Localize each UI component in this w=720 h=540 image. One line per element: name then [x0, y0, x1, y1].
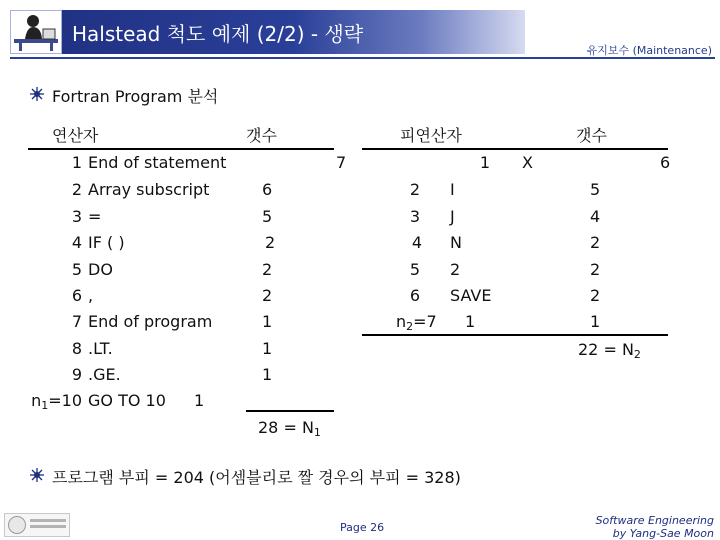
operator-name: End of program	[88, 312, 213, 331]
operator-name: DO	[88, 260, 113, 279]
operands-header-rule	[362, 148, 668, 150]
operand-no: 5	[409, 260, 420, 279]
operator-name: IF ( )	[88, 233, 125, 252]
operand-name: SAVE	[450, 286, 492, 305]
n1-total-sub: 1	[313, 426, 321, 439]
operator-count: 1	[262, 339, 273, 358]
operator-name: .LT.	[88, 339, 113, 358]
operators-header-rule	[28, 148, 334, 150]
operand-name: 1	[465, 312, 476, 331]
operand-n2	[396, 312, 437, 333]
n2-sub: 2	[406, 320, 414, 333]
operand-count: 6	[660, 153, 671, 172]
operand-name: J	[450, 207, 455, 226]
operand-name: N	[450, 233, 462, 252]
operator-no: 8	[71, 339, 82, 358]
operator-name: =	[88, 207, 102, 226]
operator-no: 3	[71, 207, 82, 226]
operand-count: 4	[590, 207, 601, 226]
operators-total-rule	[246, 410, 334, 412]
operand-no: 3	[409, 207, 420, 226]
bullet-program-volume: 프로그램 부피 = 204 (어셈블리로 짤 경우의 부피 = 328)	[52, 468, 461, 487]
operator-name: .GE.	[88, 365, 121, 384]
operands-total	[578, 340, 641, 361]
operator-no: 5	[71, 260, 82, 279]
bullet-star-icon	[30, 87, 44, 101]
bullet-star-icon	[30, 468, 44, 482]
n1-total-prefix: 28 = N	[258, 418, 314, 437]
bullet-fortran-analysis: Fortran Program 분석	[52, 87, 219, 106]
operator-count: 1	[262, 365, 273, 384]
header-divider	[10, 57, 715, 59]
n1-prefix: n	[31, 391, 42, 410]
operators-header-label: 연산자	[52, 126, 99, 145]
operand-name: X	[522, 153, 533, 172]
operator-no: 2	[71, 180, 82, 199]
operators-header-count: 갯수	[246, 126, 277, 145]
person-at-desk-icon	[10, 10, 62, 54]
operand-no: 4	[411, 233, 422, 252]
operator-name: GO TO 10	[88, 391, 166, 410]
operand-name: I	[450, 180, 455, 199]
operator-count: 1	[262, 312, 273, 331]
operands-header-count: 갯수	[576, 126, 607, 145]
operand-no: 1	[479, 153, 490, 172]
university-seal-icon	[4, 513, 70, 537]
operands-total-rule	[362, 334, 668, 336]
n2-prefix: n	[396, 312, 407, 331]
n2-total-prefix: 22 = N	[578, 340, 634, 359]
operator-count: 1	[194, 391, 205, 410]
operator-no: 6	[71, 286, 82, 305]
operator-no: 1	[71, 153, 82, 172]
page-number: Page 26	[340, 521, 385, 534]
operator-count: 2	[262, 286, 273, 305]
footer-author: by Yang-Sae Moon	[612, 527, 714, 540]
operand-count: 2	[590, 260, 601, 279]
operator-no: 7	[71, 312, 82, 331]
operator-name: Array subscript	[88, 180, 210, 199]
operator-count: 2	[265, 233, 276, 252]
n2-suffix: =7	[413, 312, 437, 331]
operator-n1	[18, 391, 82, 412]
operator-count: 2	[262, 260, 273, 279]
operator-name: ,	[88, 286, 94, 305]
operators-total	[258, 418, 321, 439]
operator-count: 5	[262, 207, 273, 226]
page-title: Halstead 척도 예제 (2/2) - 생략	[72, 22, 364, 46]
operand-name: 2	[450, 260, 461, 279]
footer-credit	[596, 514, 714, 540]
operand-no: 2	[409, 180, 420, 199]
operator-name: End of statement	[88, 153, 227, 172]
operand-count: 5	[590, 180, 601, 199]
operator-count: 7	[336, 153, 347, 172]
operator-no: 9	[71, 365, 82, 384]
n1-suffix: =10	[48, 391, 82, 410]
section-label: 유지보수 (Maintenance)	[586, 44, 712, 57]
operand-no: 6	[409, 286, 420, 305]
operand-count: 2	[590, 233, 601, 252]
n1-sub: 1	[41, 399, 49, 412]
operand-count: 2	[590, 286, 601, 305]
operator-count: 6	[262, 180, 273, 199]
operator-no: 4	[71, 233, 82, 252]
footer-course: Software Engineering	[595, 514, 714, 527]
operands-header-label: 피연산자	[400, 126, 462, 145]
n2-total-sub: 2	[633, 348, 641, 361]
operand-count: 1	[590, 312, 601, 331]
